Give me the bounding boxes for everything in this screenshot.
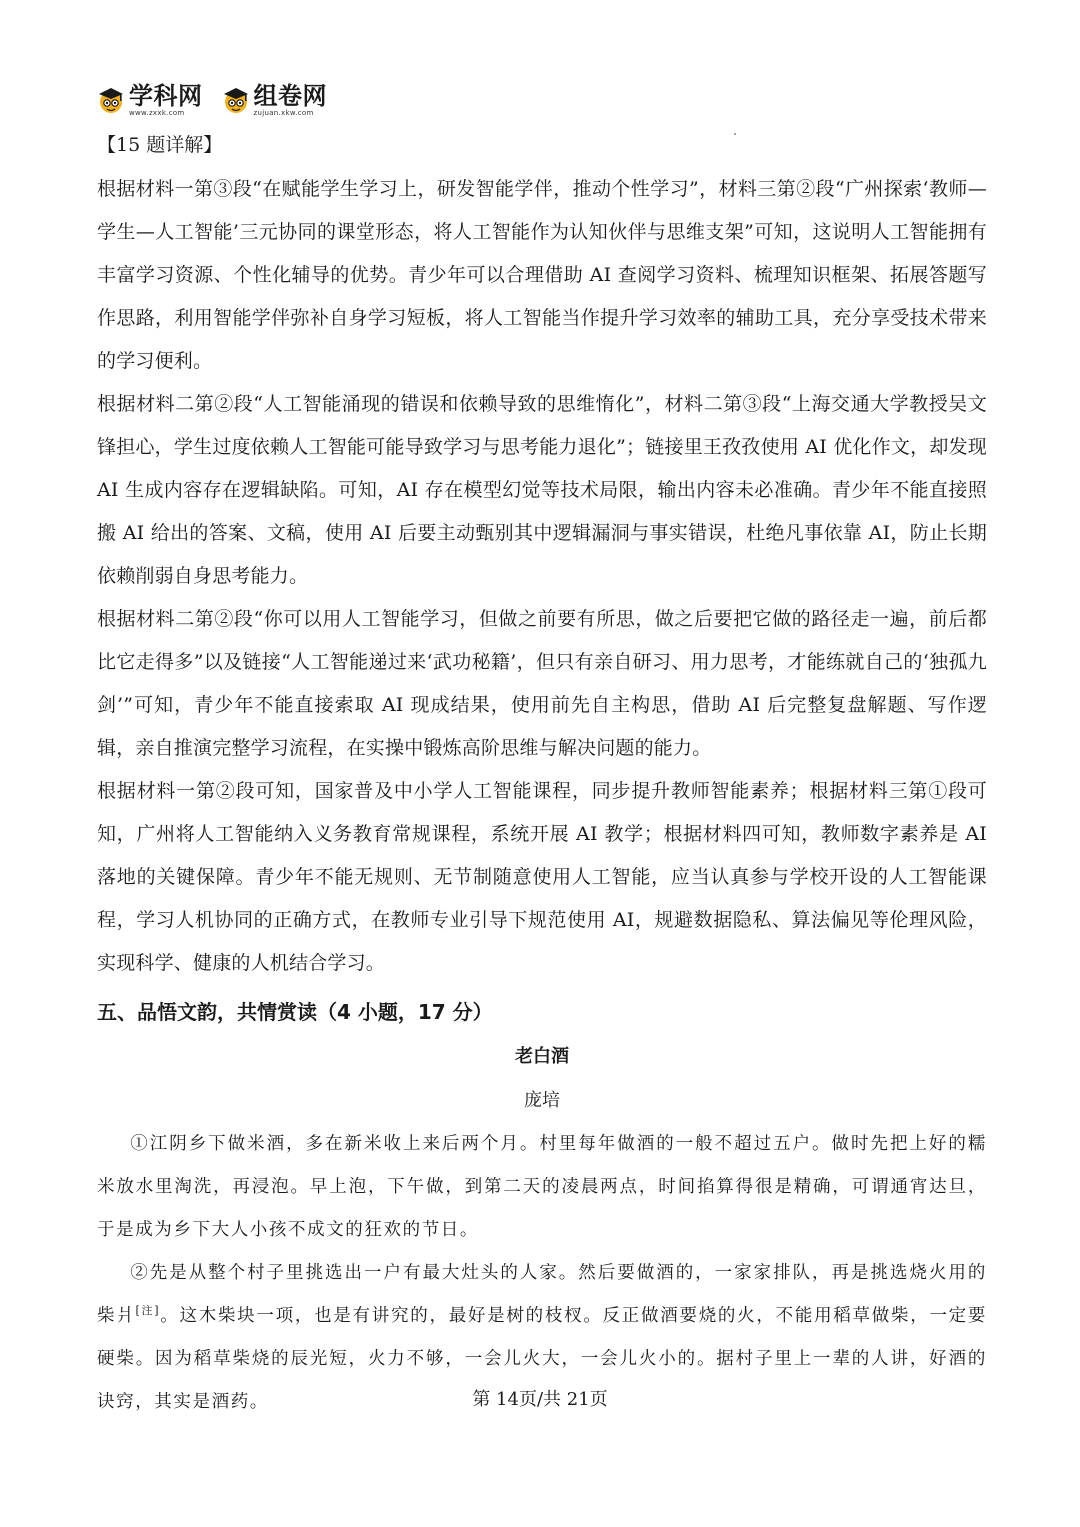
logo-url: zujuan.xkw.com [253, 108, 314, 117]
page-content [97, 128, 987, 1424]
essay-paragraph: ①江阴乡下做米酒，多在新米收上来后两个月。村里每年做酒的一般不超过五户。做时先把上好的糯米放水里淘洗，再浸泡。早上泡，下午做，到第二天的凌晨两点，时间掐算得很是精确，可谓通宵达旦，于是成为乡下大人小孩不成文的狂欢的节日。 [97, 1134, 987, 1240]
graduate-mascot-icon [221, 85, 251, 115]
essay-title: 老白酒 [515, 1046, 569, 1067]
solution-title: 【15 题详解】 [97, 134, 223, 156]
solution-paragraph: 根据材料二第②段“你可以用人工智能学习，但做之前要有所思，做之后要把它做的路径走一遍，前后都比它走得多”以及链接“人工智能递过来‘武功秘籍’，但只有亲自研习、用力思考，才能练就自己的‘独孤九剑’”可知，青少年不能直接索取 AI 现成结果，使用前先自主构思，借助 AI 后完整复盘解题、写作逻辑，亲自推演完整学习流程，在实操中锻炼高阶思维与解决问题的能力。 [97, 608, 987, 759]
essay-author: 庞培 [524, 1090, 560, 1111]
solution-paragraph: 根据材料一第③段“在赋能学生学习上，研发智能学伴，推动个性学习”，材料三第②段“广州探索‘教师—学生—人工智能’三元协同的课堂形态，将人工智能作为认知伙伴与思维支架”可知，这说明人工智能拥有丰富学习资源、个性化辅导的优势。青少年可以合理借助 AI 查阅学习资料、梳理知识框架、拓展答题写作思路，利用智能学伴弥补自身学习短板，将人工智能当作提升学习效率的辅助工具，充分享受技术带来的学习便利。 [97, 178, 987, 372]
essay-text: ②先是从整个村子里挑选出一户有最大灶头的人家。然后要做酒的，一家家排队，再是挑选烧火用的柴爿 [97, 1263, 987, 1326]
essay-text: 。这木柴块一项，也是有讲究的，最好是树的枝杈。反正做酒要烧的火，不能用稻草做柴，一定要硬柴。因为稻草柴烧的辰光短，火力不够，一会儿火大，一会儿火小的。据村子里上一辈的人讲，好酒的诀窍，其实是酒药。 [97, 1306, 988, 1412]
logo-url: www.zxxk.com [129, 108, 185, 117]
graduate-mascot-icon [96, 85, 126, 115]
section-heading: 五、品悟文韵，共情赏读（4 小题，17 分） [97, 1000, 493, 1024]
solution-paragraph: 根据材料二第②段“人工智能涌现的错误和依赖导致的思维惰化”，材料二第③段“上海交通大学教授吴文锋担心，学生过度依赖人工智能可能导致学习与思考能力退化”；链接里王孜孜使用 AI 优化作文，却发现 AI 生成内容存在逻辑缺陷。可知，AI 存在模型幻觉等技术局限，输出内容未必准确。青少年不能直接照搬 AI 给出的答案、文稿，使用 AI 后要主动甄别其中逻辑漏洞与事实错误，杜绝凡事依靠 AI，防止长期依赖削弱自身思考能力。 [97, 393, 987, 587]
logo-xuekewang[interactable] [96, 81, 203, 117]
page-number: 第 14页/共 21页 [472, 1389, 608, 1410]
solution-paragraph: 根据材料一第②段可知，国家普及中小学人工智能课程，同步提升教师智能素养；根据材料三第①段可知，广州将人工智能纳入义务教育常规课程，系统开展 AI 教学；根据材料四可知，教师数字素养是 AI 落地的关键保障。青少年不能无规则、无节制随意使用人工智能，应当认真参与学校开设的人工智能课程，学习人机协同的正确方式，在教师专业引导下规范使用 AI，规避数据隐私、算法偏见等伦理风险，实现科学、健康的人机结合学习。 [97, 780, 987, 974]
footnote-marker[interactable]: [注] [135, 1304, 161, 1318]
logo-bar [96, 78, 345, 122]
logo-zujuanwang[interactable] [221, 81, 328, 117]
logo-name: 学科网 [129, 81, 203, 110]
logo-name: 组卷网 [253, 81, 327, 110]
